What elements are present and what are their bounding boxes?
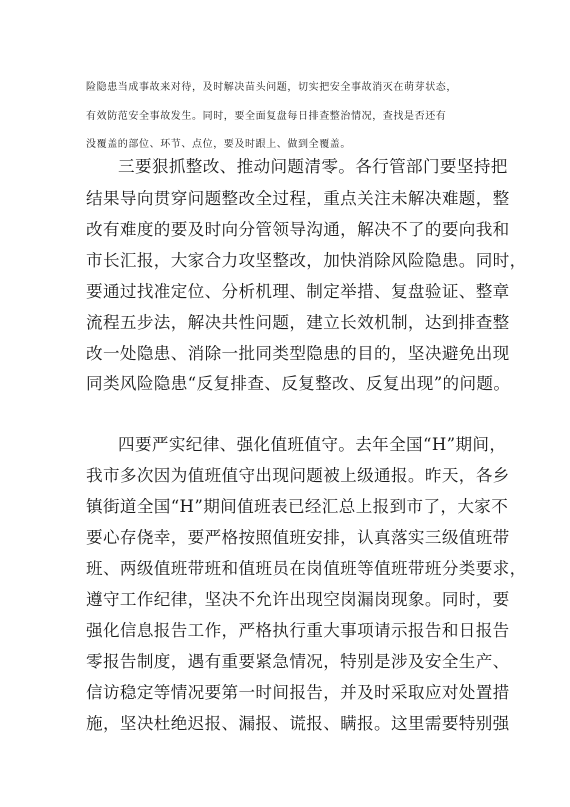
text-line: 班、两级值班带班和值班员在岗值班等值班带班分类要求， xyxy=(86,559,527,578)
text-line: 施，坚决杜绝迟报、漏报、谎报、瞒报。这里需要特别强 xyxy=(86,714,510,733)
text-line: 要心存侥幸，要严格按照值班安排，认真落实三级值班带 xyxy=(86,528,510,547)
text-line: 信访稳定等情况要第一时间报告，并及时采取应对处置措 xyxy=(86,683,510,702)
text-line: 同类风险隐患“反复排查、反复整改、反复出现”的问题。 xyxy=(86,374,511,393)
paragraph-heading-line: 三要狠抓整改、推动问题清零。各行管部门要坚持把 xyxy=(118,157,508,176)
text-line: 流程五步法，解决共性问题，建立长效机制，达到排查整 xyxy=(86,313,510,332)
text-line: 强化信息报告工作，严格执行重大事项请示报告和日报告 xyxy=(86,621,510,640)
text-line: 镇街道全国“H”期间值班表已经汇总上报到市了，大家不 xyxy=(86,497,509,516)
text-line: 险隐患当成事故来对待，及时解决苗头问题，切实把安全事故消灭在萌芽状态， xyxy=(86,82,457,93)
text-line: 改一处隐患、消除一批同类型隐患的目的，坚决避免出现 xyxy=(86,344,510,363)
text-line: 零报告制度，遇有重要紧急情况，特别是涉及安全生产、 xyxy=(86,652,510,671)
text-line: 我市多次因为值班值守出现问题被上级通报。昨天，各乡 xyxy=(86,466,510,485)
text-line: 改有难度的要及时向分管领导沟通，解决不了的要向我和 xyxy=(86,220,510,239)
text-line: 要通过找准定位、分析机理、制定举措、复盘验证、整章 xyxy=(86,282,510,301)
text-line: 遵守工作纪律，坚决不允许出现空岗漏岗现象。同时，要 xyxy=(86,590,510,609)
text-line: 结果导向贯穿问题整改全过程，重点关注未解决难题，整 xyxy=(86,189,510,208)
paragraph-heading-line: 四要严实纪律、强化值班值守。去年全国“H”期间， xyxy=(118,435,507,454)
text-line: 没覆盖的部位、环节、点位，要及时跟上、做到全覆盖。 xyxy=(86,139,351,150)
text-line: 市长汇报，大家合力攻坚整改，加快消除风险隐患。同时， xyxy=(86,251,527,270)
text-line: 有效防范安全事故发生。同时，要全面复盘每日排查整治情况，查找是否还有 xyxy=(86,111,447,122)
